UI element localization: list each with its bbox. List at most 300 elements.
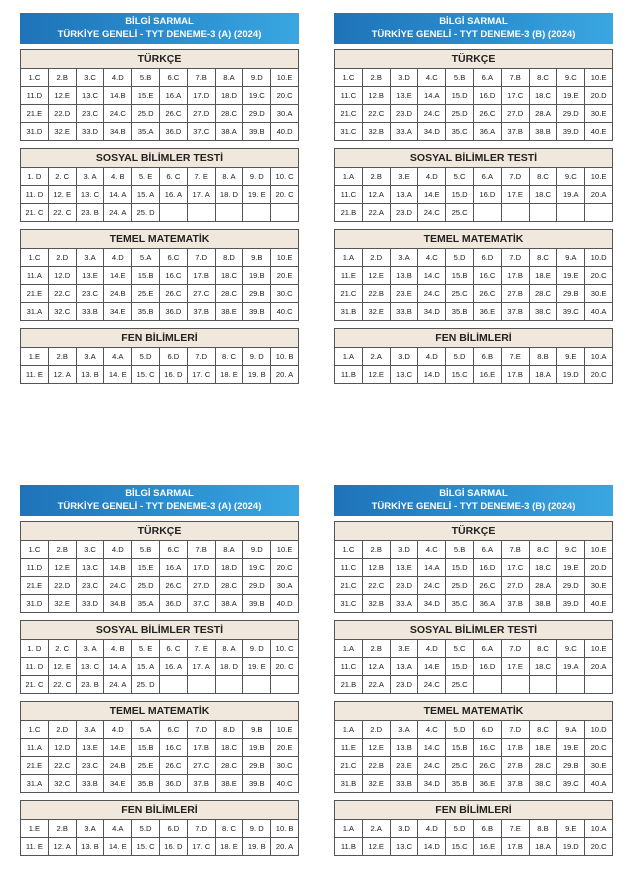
answer-cell: 31.C xyxy=(335,123,363,141)
answer-cell: 34.D xyxy=(418,595,446,613)
answer-cell: 13. C xyxy=(76,186,104,204)
answer-cell: 20.C xyxy=(271,87,299,105)
answer-row xyxy=(21,366,299,384)
answer-cell: 14.B xyxy=(104,559,132,577)
answer-cell: 1.C xyxy=(335,541,363,559)
answer-cell: 15.E xyxy=(132,559,160,577)
answer-cell: 26.C xyxy=(473,757,501,775)
answer-cell: 5.B xyxy=(446,541,474,559)
answer-cell: 7.D xyxy=(501,640,529,658)
answer-cell: 21.E xyxy=(21,757,49,775)
answer-cell: 10.E xyxy=(585,168,613,186)
answer-cell: 33.B xyxy=(76,303,104,321)
answer-cell: 24.C xyxy=(418,204,446,222)
answer-row xyxy=(21,820,299,838)
answer-cell: 10.E xyxy=(585,69,613,87)
answer-cell: 14.E xyxy=(104,267,132,285)
answer-cell xyxy=(159,676,187,694)
answer-row xyxy=(21,721,299,739)
answer-cell: 36.E xyxy=(473,775,501,793)
answer-cell: 38.B xyxy=(529,123,557,141)
answer-cell: 8.A xyxy=(215,541,243,559)
answer-cell: 29.B xyxy=(243,757,271,775)
answer-cell: 25.C xyxy=(446,757,474,775)
answer-cell: 20.A xyxy=(585,658,613,676)
answer-cell: 31.A xyxy=(21,303,49,321)
answer-cell: 20. C xyxy=(271,658,299,676)
answer-cell: 4.D xyxy=(104,249,132,267)
answer-cell: 29.D xyxy=(557,105,585,123)
answer-cell: 38.E xyxy=(215,303,243,321)
answer-cell: 15.B xyxy=(132,739,160,757)
answer-cell: 40.A xyxy=(585,775,613,793)
answer-cell: 30.C xyxy=(271,285,299,303)
answer-cell: 26.C xyxy=(159,757,187,775)
answer-cell: 17.B xyxy=(501,739,529,757)
section-title: TÜRKÇE xyxy=(20,49,299,68)
answer-cell: 19.E xyxy=(557,559,585,577)
answer-cell: 12. E xyxy=(48,186,76,204)
answer-cell: 13.E xyxy=(390,559,418,577)
answer-cell: 6.D xyxy=(473,249,501,267)
answer-cell: 37.B xyxy=(501,123,529,141)
answer-row xyxy=(21,658,299,676)
answer-cell: 18.C xyxy=(215,267,243,285)
answer-row xyxy=(21,204,299,222)
answer-cell: 17.B xyxy=(501,267,529,285)
answer-cell: 27.C xyxy=(187,285,215,303)
answer-cell: 16.E xyxy=(473,838,501,856)
answer-cell: 9.C xyxy=(557,69,585,87)
answer-cell: 10. B xyxy=(271,348,299,366)
answer-cell: 38.E xyxy=(215,775,243,793)
answer-cell: 29.B xyxy=(557,285,585,303)
answer-cell: 4.D xyxy=(418,640,446,658)
answer-cell: 4.D xyxy=(418,168,446,186)
answer-cell: 18.D xyxy=(215,559,243,577)
answer-cell: 23.C xyxy=(76,577,104,595)
answer-cell: 17.C xyxy=(501,87,529,105)
answer-cell: 15.C xyxy=(446,838,474,856)
answer-cell: 30.E xyxy=(585,577,613,595)
answer-cell: 1.E xyxy=(21,348,49,366)
answer-cell: 15.C xyxy=(446,366,474,384)
answer-cell: 30.E xyxy=(585,105,613,123)
answer-cell: 13.A xyxy=(390,186,418,204)
answer-cell: 29.D xyxy=(243,577,271,595)
answer-cell: 17.B xyxy=(501,366,529,384)
answer-cell: 28.C xyxy=(215,757,243,775)
answer-cell: 31.D xyxy=(21,595,49,613)
section-title: SOSYAL BİLİMLER TESTİ xyxy=(20,148,299,167)
answer-cell: 16.A xyxy=(159,559,187,577)
answer-cell: 6.C xyxy=(159,541,187,559)
answer-cell: 9.C xyxy=(557,640,585,658)
answer-cell: 19.E xyxy=(557,87,585,105)
answer-row xyxy=(21,186,299,204)
answer-cell: 8.D xyxy=(215,721,243,739)
answer-cell: 9.A xyxy=(557,721,585,739)
answer-cell: 2.B xyxy=(48,348,76,366)
answer-cell: 9.C xyxy=(557,541,585,559)
answer-cell: 27.D xyxy=(187,577,215,595)
answer-cell: 11. D xyxy=(21,186,49,204)
answer-cell: 6.A xyxy=(473,69,501,87)
answer-cell: 15. A xyxy=(132,186,160,204)
section-gap xyxy=(20,694,299,699)
answer-cell: 4. B xyxy=(104,640,132,658)
answer-cell: 22.D xyxy=(48,577,76,595)
answer-table xyxy=(334,167,613,222)
section-gap xyxy=(334,793,613,798)
answer-cell xyxy=(243,204,271,222)
answer-cell: 25. D xyxy=(132,676,160,694)
answer-cell: 21.B xyxy=(335,676,363,694)
answer-cell: 17.B xyxy=(187,739,215,757)
answer-cell: 15.D xyxy=(446,559,474,577)
answer-cell: 27.D xyxy=(501,577,529,595)
answer-cell: 25.C xyxy=(446,204,474,222)
answer-cell: 39.B xyxy=(243,303,271,321)
answer-cell: 5.D xyxy=(132,820,160,838)
answer-cell: 12.E xyxy=(362,739,390,757)
answer-cell: 17.B xyxy=(501,838,529,856)
answer-cell: 18. D xyxy=(215,658,243,676)
answer-cell: 34.D xyxy=(418,123,446,141)
answer-cell: 5.D xyxy=(132,348,160,366)
answer-cell: 24.C xyxy=(418,285,446,303)
answer-table xyxy=(334,68,613,141)
answer-cell: 37.B xyxy=(501,595,529,613)
answer-cell: 14. A xyxy=(104,658,132,676)
answer-table xyxy=(20,68,299,141)
answer-cell: 18. E xyxy=(215,838,243,856)
answer-cell: 23.E xyxy=(390,285,418,303)
answer-cell: 32.E xyxy=(48,123,76,141)
answer-cell: 8.C xyxy=(529,69,557,87)
answer-cell: 7.D xyxy=(187,820,215,838)
answer-cell: 21. C xyxy=(21,676,49,694)
answer-cell: 16.C xyxy=(473,739,501,757)
answer-cell: 12.B xyxy=(362,559,390,577)
answer-table xyxy=(334,720,613,793)
answer-cell: 3. A xyxy=(76,640,104,658)
answer-card-b-bottom xyxy=(334,485,613,856)
answer-cell: 8.B xyxy=(529,820,557,838)
answer-row xyxy=(335,676,613,694)
answer-cell: 8.D xyxy=(215,249,243,267)
answer-cell: 32.E xyxy=(48,595,76,613)
answer-cell: 20.C xyxy=(585,739,613,757)
answer-cell: 10.D xyxy=(585,249,613,267)
answer-cell: 20. A xyxy=(271,366,299,384)
answer-cell: 11.D xyxy=(21,559,49,577)
answer-cell: 23.D xyxy=(390,204,418,222)
answer-cell: 2. C xyxy=(48,168,76,186)
answer-cell: 2. C xyxy=(48,640,76,658)
answer-cell: 5.A xyxy=(132,249,160,267)
answer-cell: 12.D xyxy=(48,739,76,757)
answer-cell: 20.C xyxy=(585,838,613,856)
answer-cell: 31.A xyxy=(21,775,49,793)
answer-cell: 16.C xyxy=(159,267,187,285)
answer-cell: 24.B xyxy=(104,757,132,775)
answer-row xyxy=(335,838,613,856)
answer-cell: 19.A xyxy=(557,658,585,676)
answer-cell: 11. E xyxy=(21,366,49,384)
answer-cell: 17.D xyxy=(187,559,215,577)
answer-table xyxy=(20,639,299,694)
answer-cell: 20.A xyxy=(585,186,613,204)
answer-cell: 15.E xyxy=(132,87,160,105)
answer-cell: 21.C xyxy=(335,105,363,123)
publisher-title: BİLGİ SARMAL xyxy=(439,16,508,27)
answer-cell: 6.B xyxy=(473,820,501,838)
answer-cell: 36.D xyxy=(159,775,187,793)
section-title: TEMEL MATEMATİK xyxy=(20,229,299,248)
answer-cell: 19.E xyxy=(557,739,585,757)
answer-cell: 25.C xyxy=(446,285,474,303)
section-gap xyxy=(20,321,299,326)
answer-cell: 16. D xyxy=(159,366,187,384)
answer-cell: 1.A xyxy=(335,721,363,739)
answer-cell: 9.E xyxy=(557,820,585,838)
answer-cell: 11.B xyxy=(335,366,363,384)
answer-cell: 2.B xyxy=(362,640,390,658)
answer-cell: 4.A xyxy=(104,348,132,366)
answer-cell: 8.C xyxy=(529,249,557,267)
answer-cell: 2.A xyxy=(362,820,390,838)
answer-cell: 13.B xyxy=(390,267,418,285)
answer-row xyxy=(21,838,299,856)
answer-cell: 17.C xyxy=(501,559,529,577)
answer-cell: 33.B xyxy=(76,775,104,793)
answer-cell: 23. B xyxy=(76,676,104,694)
answer-cell: 37.C xyxy=(187,123,215,141)
answer-cell: 6.D xyxy=(159,820,187,838)
answer-cell: 19.D xyxy=(557,838,585,856)
answer-cell: 13.B xyxy=(390,739,418,757)
answer-cell: 22.C xyxy=(362,105,390,123)
answer-cell: 22.B xyxy=(362,757,390,775)
answer-cell: 21.E xyxy=(21,285,49,303)
answer-cell: 14. E xyxy=(104,366,132,384)
section-title: SOSYAL BİLİMLER TESTİ xyxy=(334,620,613,639)
answer-cell: 3.A xyxy=(76,820,104,838)
answer-cell: 11.C xyxy=(335,186,363,204)
answer-cell: 6.A xyxy=(473,168,501,186)
answer-row xyxy=(335,105,613,123)
answer-cell: 36.D xyxy=(159,303,187,321)
answer-cell: 16.D xyxy=(473,658,501,676)
answer-cell: 20.E xyxy=(271,739,299,757)
answer-cell: 3.D xyxy=(390,348,418,366)
answer-cell: 20.E xyxy=(271,267,299,285)
answer-cell: 30.A xyxy=(271,577,299,595)
answer-cell: 39.C xyxy=(557,775,585,793)
answer-cell: 12.B xyxy=(362,87,390,105)
card-banner xyxy=(334,13,613,44)
answer-cell: 33.B xyxy=(390,775,418,793)
answer-cell: 14.E xyxy=(104,739,132,757)
answer-cell: 10.E xyxy=(271,541,299,559)
answer-cell: 15. A xyxy=(132,658,160,676)
answer-row xyxy=(21,541,299,559)
answer-cell: 17.E xyxy=(501,658,529,676)
answer-cell: 7.D xyxy=(501,168,529,186)
answer-cell: 15.B xyxy=(446,267,474,285)
answer-cell: 36.D xyxy=(159,595,187,613)
answer-row xyxy=(21,757,299,775)
answer-cell: 40.A xyxy=(585,303,613,321)
answer-cell: 15.D xyxy=(446,658,474,676)
answer-cell: 2.B xyxy=(48,541,76,559)
answer-cell: 17. A xyxy=(187,658,215,676)
answer-cell: 18.E xyxy=(529,267,557,285)
answer-table xyxy=(334,248,613,321)
answer-cell: 25.D xyxy=(446,577,474,595)
answer-row xyxy=(335,348,613,366)
answer-cell: 25.C xyxy=(446,676,474,694)
answer-cell: 12.E xyxy=(362,366,390,384)
answer-cell: 19. B xyxy=(243,366,271,384)
answer-row xyxy=(21,87,299,105)
answer-cell: 20.C xyxy=(271,559,299,577)
answer-cell: 19.D xyxy=(557,366,585,384)
answer-cell xyxy=(215,676,243,694)
answer-cell: 32.C xyxy=(48,775,76,793)
answer-cell: 4. B xyxy=(104,168,132,186)
answer-cell: 12.E xyxy=(48,559,76,577)
answer-cell: 29.B xyxy=(557,757,585,775)
answer-cell: 8.C xyxy=(529,721,557,739)
answer-row xyxy=(21,285,299,303)
answer-card-a-top xyxy=(20,13,299,384)
answer-cell: 11.A xyxy=(21,267,49,285)
answer-cell: 22.A xyxy=(362,204,390,222)
answer-cell: 24.B xyxy=(104,285,132,303)
answer-cell: 14.B xyxy=(104,87,132,105)
answer-cell: 15.B xyxy=(132,267,160,285)
answer-cell: 26.C xyxy=(473,105,501,123)
answer-cell: 4.D xyxy=(104,69,132,87)
answer-cell: 10.E xyxy=(585,541,613,559)
answer-cell: 33.D xyxy=(76,595,104,613)
answer-cell: 22. C xyxy=(48,204,76,222)
answer-cell: 24.C xyxy=(418,577,446,595)
answer-cell: 1.C xyxy=(21,721,49,739)
answer-cell: 35.B xyxy=(446,775,474,793)
answer-cell: 12. A xyxy=(48,366,76,384)
answer-cell: 14. A xyxy=(104,186,132,204)
answer-cell: 21.E xyxy=(21,577,49,595)
answer-cell: 30.E xyxy=(585,285,613,303)
answer-cell: 7.D xyxy=(187,249,215,267)
answer-cell: 14.E xyxy=(418,658,446,676)
answer-cell: 26.C xyxy=(159,577,187,595)
answer-cell: 13.E xyxy=(76,267,104,285)
answer-cell: 16.D xyxy=(473,87,501,105)
answer-cell: 10.E xyxy=(271,69,299,87)
answer-cell xyxy=(215,204,243,222)
answer-cell: 18.C xyxy=(529,87,557,105)
section-title: TÜRKÇE xyxy=(334,49,613,68)
answer-cell: 1.C xyxy=(21,249,49,267)
answer-cell: 5.D xyxy=(446,348,474,366)
answer-cell: 19.C xyxy=(243,559,271,577)
answer-cell: 18.C xyxy=(215,739,243,757)
answer-cell: 35.A xyxy=(132,595,160,613)
answer-cell: 24.C xyxy=(104,105,132,123)
answer-cell: 38.C xyxy=(529,775,557,793)
answer-cell: 11. D xyxy=(21,658,49,676)
answer-cell: 14.D xyxy=(418,366,446,384)
answer-cell: 39.B xyxy=(243,775,271,793)
answer-cell: 4.C xyxy=(418,541,446,559)
answer-cell: 27.D xyxy=(187,105,215,123)
answer-cell: 1.C xyxy=(21,541,49,559)
answer-cell: 12.A xyxy=(362,658,390,676)
answer-cell: 7.D xyxy=(187,348,215,366)
answer-cell: 38.C xyxy=(529,303,557,321)
section-title: TEMEL MATEMATİK xyxy=(20,701,299,720)
answer-cell: 26.C xyxy=(473,577,501,595)
answer-row xyxy=(335,267,613,285)
answer-row xyxy=(335,721,613,739)
publisher-title: BİLGİ SARMAL xyxy=(125,16,194,27)
answer-row xyxy=(335,87,613,105)
answer-cell: 4.D xyxy=(104,721,132,739)
answer-cell: 5.C xyxy=(446,168,474,186)
answer-cell: 3.A xyxy=(76,721,104,739)
answer-row xyxy=(335,303,613,321)
answer-cell: 1.A xyxy=(335,640,363,658)
answer-row xyxy=(335,739,613,757)
answer-cell: 13. C xyxy=(76,658,104,676)
answer-cell: 16.C xyxy=(159,739,187,757)
answer-cell: 18.C xyxy=(529,658,557,676)
answer-cell: 16.C xyxy=(473,267,501,285)
answer-cell: 23.D xyxy=(390,577,418,595)
answer-cell: 3.A xyxy=(390,249,418,267)
answer-cell: 29.D xyxy=(557,577,585,595)
answer-cell: 7.B xyxy=(187,541,215,559)
answer-row xyxy=(21,676,299,694)
answer-cell: 35.B xyxy=(132,303,160,321)
answer-cell: 14.C xyxy=(418,739,446,757)
answer-cell: 8.B xyxy=(529,348,557,366)
section-title: TÜRKÇE xyxy=(20,521,299,540)
answer-cell: 34.B xyxy=(104,123,132,141)
answer-cell: 6.D xyxy=(159,348,187,366)
answer-cell: 24.C xyxy=(104,577,132,595)
answer-cell: 31.D xyxy=(21,123,49,141)
answer-cell: 34.E xyxy=(104,775,132,793)
answer-cell: 20. A xyxy=(271,838,299,856)
answer-cell: 11.A xyxy=(21,739,49,757)
answer-cell xyxy=(529,676,557,694)
answer-cell: 39.C xyxy=(557,303,585,321)
answer-cell: 33.A xyxy=(390,595,418,613)
publisher-title: BİLGİ SARMAL xyxy=(125,488,194,499)
answer-row xyxy=(21,69,299,87)
answer-cell: 10.E xyxy=(585,640,613,658)
answer-cell: 40.C xyxy=(271,303,299,321)
answer-row xyxy=(21,577,299,595)
answer-cell: 1.A xyxy=(335,820,363,838)
answer-row xyxy=(21,775,299,793)
answer-cell: 25.E xyxy=(132,285,160,303)
